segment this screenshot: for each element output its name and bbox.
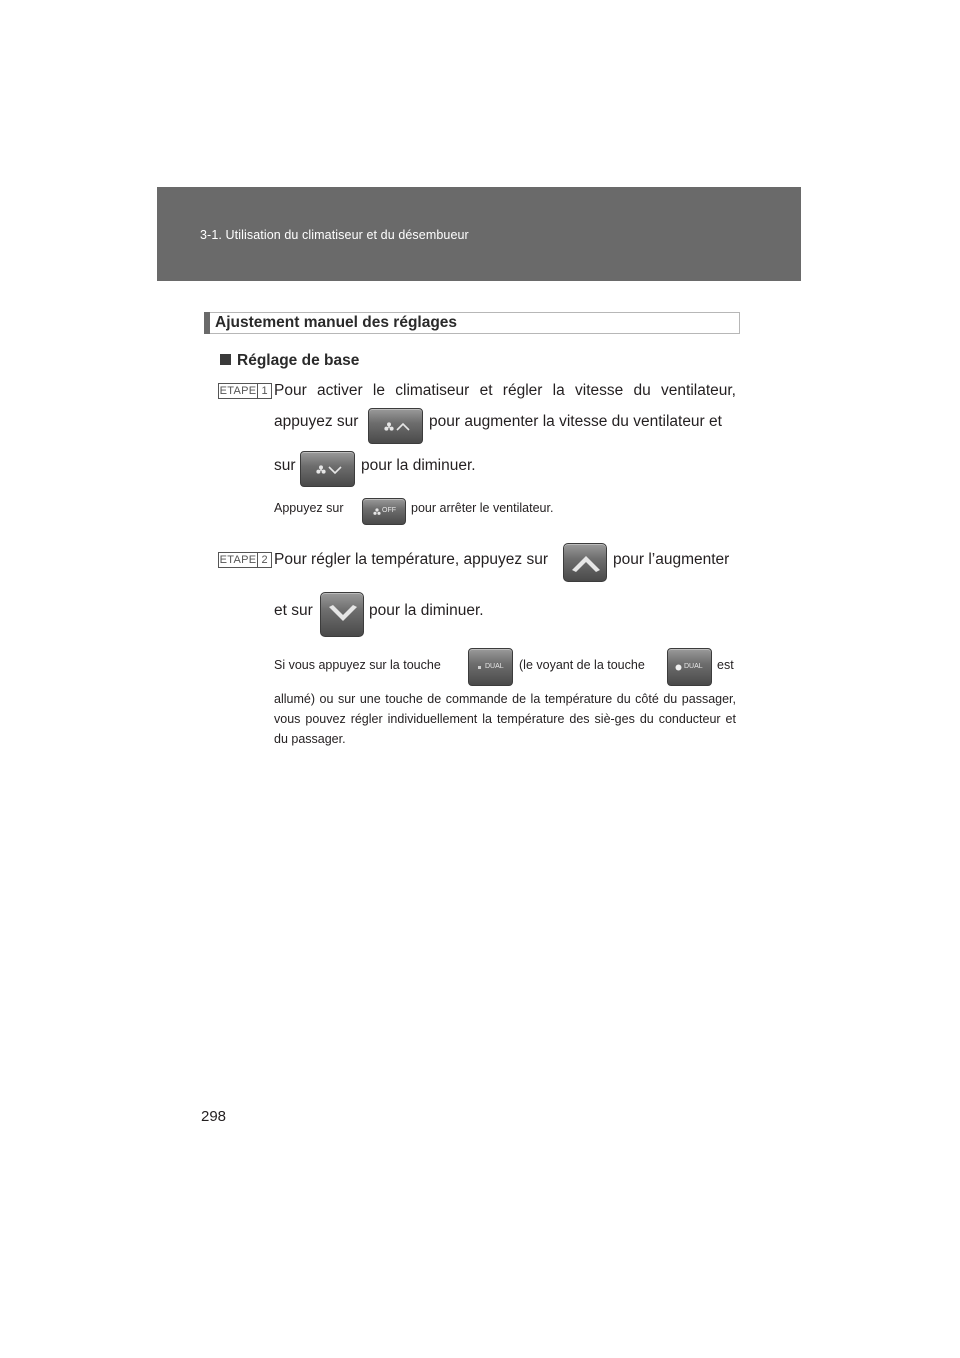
fan-down-icon xyxy=(301,452,356,488)
step-2-line-2a: et sur xyxy=(274,602,313,619)
step-2-tag-number: 2 xyxy=(257,553,271,567)
square-bullet-icon xyxy=(220,354,231,365)
step-2-note-a: Si vous appuyez sur la touche xyxy=(274,658,441,672)
temp-up-button[interactable] xyxy=(563,543,607,582)
section-title: Ajustement manuel des réglages xyxy=(215,314,458,331)
step-2-tag-word: ETAPE xyxy=(219,554,257,566)
fan-off-button[interactable] xyxy=(362,498,406,525)
step-1-line-1: Pour activer le climatiseur et régler la vitesse du ventilateur, xyxy=(274,382,736,399)
section-heading-bar xyxy=(204,312,210,334)
step-2-note-c: est xyxy=(717,658,734,672)
step-1-tag-word: ETAPE xyxy=(219,385,257,397)
step-2-line-1b: pour l’augmenter xyxy=(613,551,730,568)
fan-up-icon xyxy=(369,409,424,445)
temp-down-button[interactable] xyxy=(320,592,364,637)
subsection-title: Réglage de base xyxy=(237,352,360,369)
step-2-note-paragraph: allumé) ou sur une touche de commande de la température du côté du passager, vous pouvez régler individuellement la température des siè-ges du conducteur et du passager. xyxy=(274,692,736,746)
section-heading-box xyxy=(204,312,740,334)
fan-speed-down-button[interactable] xyxy=(300,451,355,487)
page-number: 298 xyxy=(201,1108,227,1125)
subsection-heading xyxy=(220,352,359,370)
fan-speed-up-button[interactable] xyxy=(368,408,423,444)
header-band xyxy=(157,187,801,281)
step-2-line-1a: Pour régler la température, appuyez sur xyxy=(274,551,548,568)
step-1-line-3b: pour la diminuer. xyxy=(361,457,476,474)
step-2-line-2b: pour la diminuer. xyxy=(369,602,484,619)
dual-button-label: DUAL xyxy=(485,663,504,670)
temp-down-icon xyxy=(321,593,365,638)
step-2-tag xyxy=(218,552,272,568)
step-2-note-b: (le voyant de la touche xyxy=(519,658,645,672)
temp-up-icon xyxy=(564,544,608,583)
step-1-line-2a: appuyez sur xyxy=(274,413,359,430)
step-1-note-a: Appuyez sur xyxy=(274,501,344,515)
dual-button[interactable] xyxy=(468,648,513,686)
header-title: 3-1. Utilisation du climatiseur et du désembueur xyxy=(200,228,469,242)
fan-off-label: OFF xyxy=(382,507,396,514)
step-1-tag xyxy=(218,383,272,399)
step-1-tag-number: 1 xyxy=(257,384,271,398)
dual-button-lit-label: DUAL xyxy=(684,663,703,670)
step-1-note-b: pour arrêter le ventilateur. xyxy=(411,501,554,515)
step-1-line-3a: sur xyxy=(274,457,296,474)
dual-button-lit[interactable] xyxy=(667,648,712,686)
step-1-line-2b: pour augmenter la vitesse du ventilateur et xyxy=(429,413,722,430)
